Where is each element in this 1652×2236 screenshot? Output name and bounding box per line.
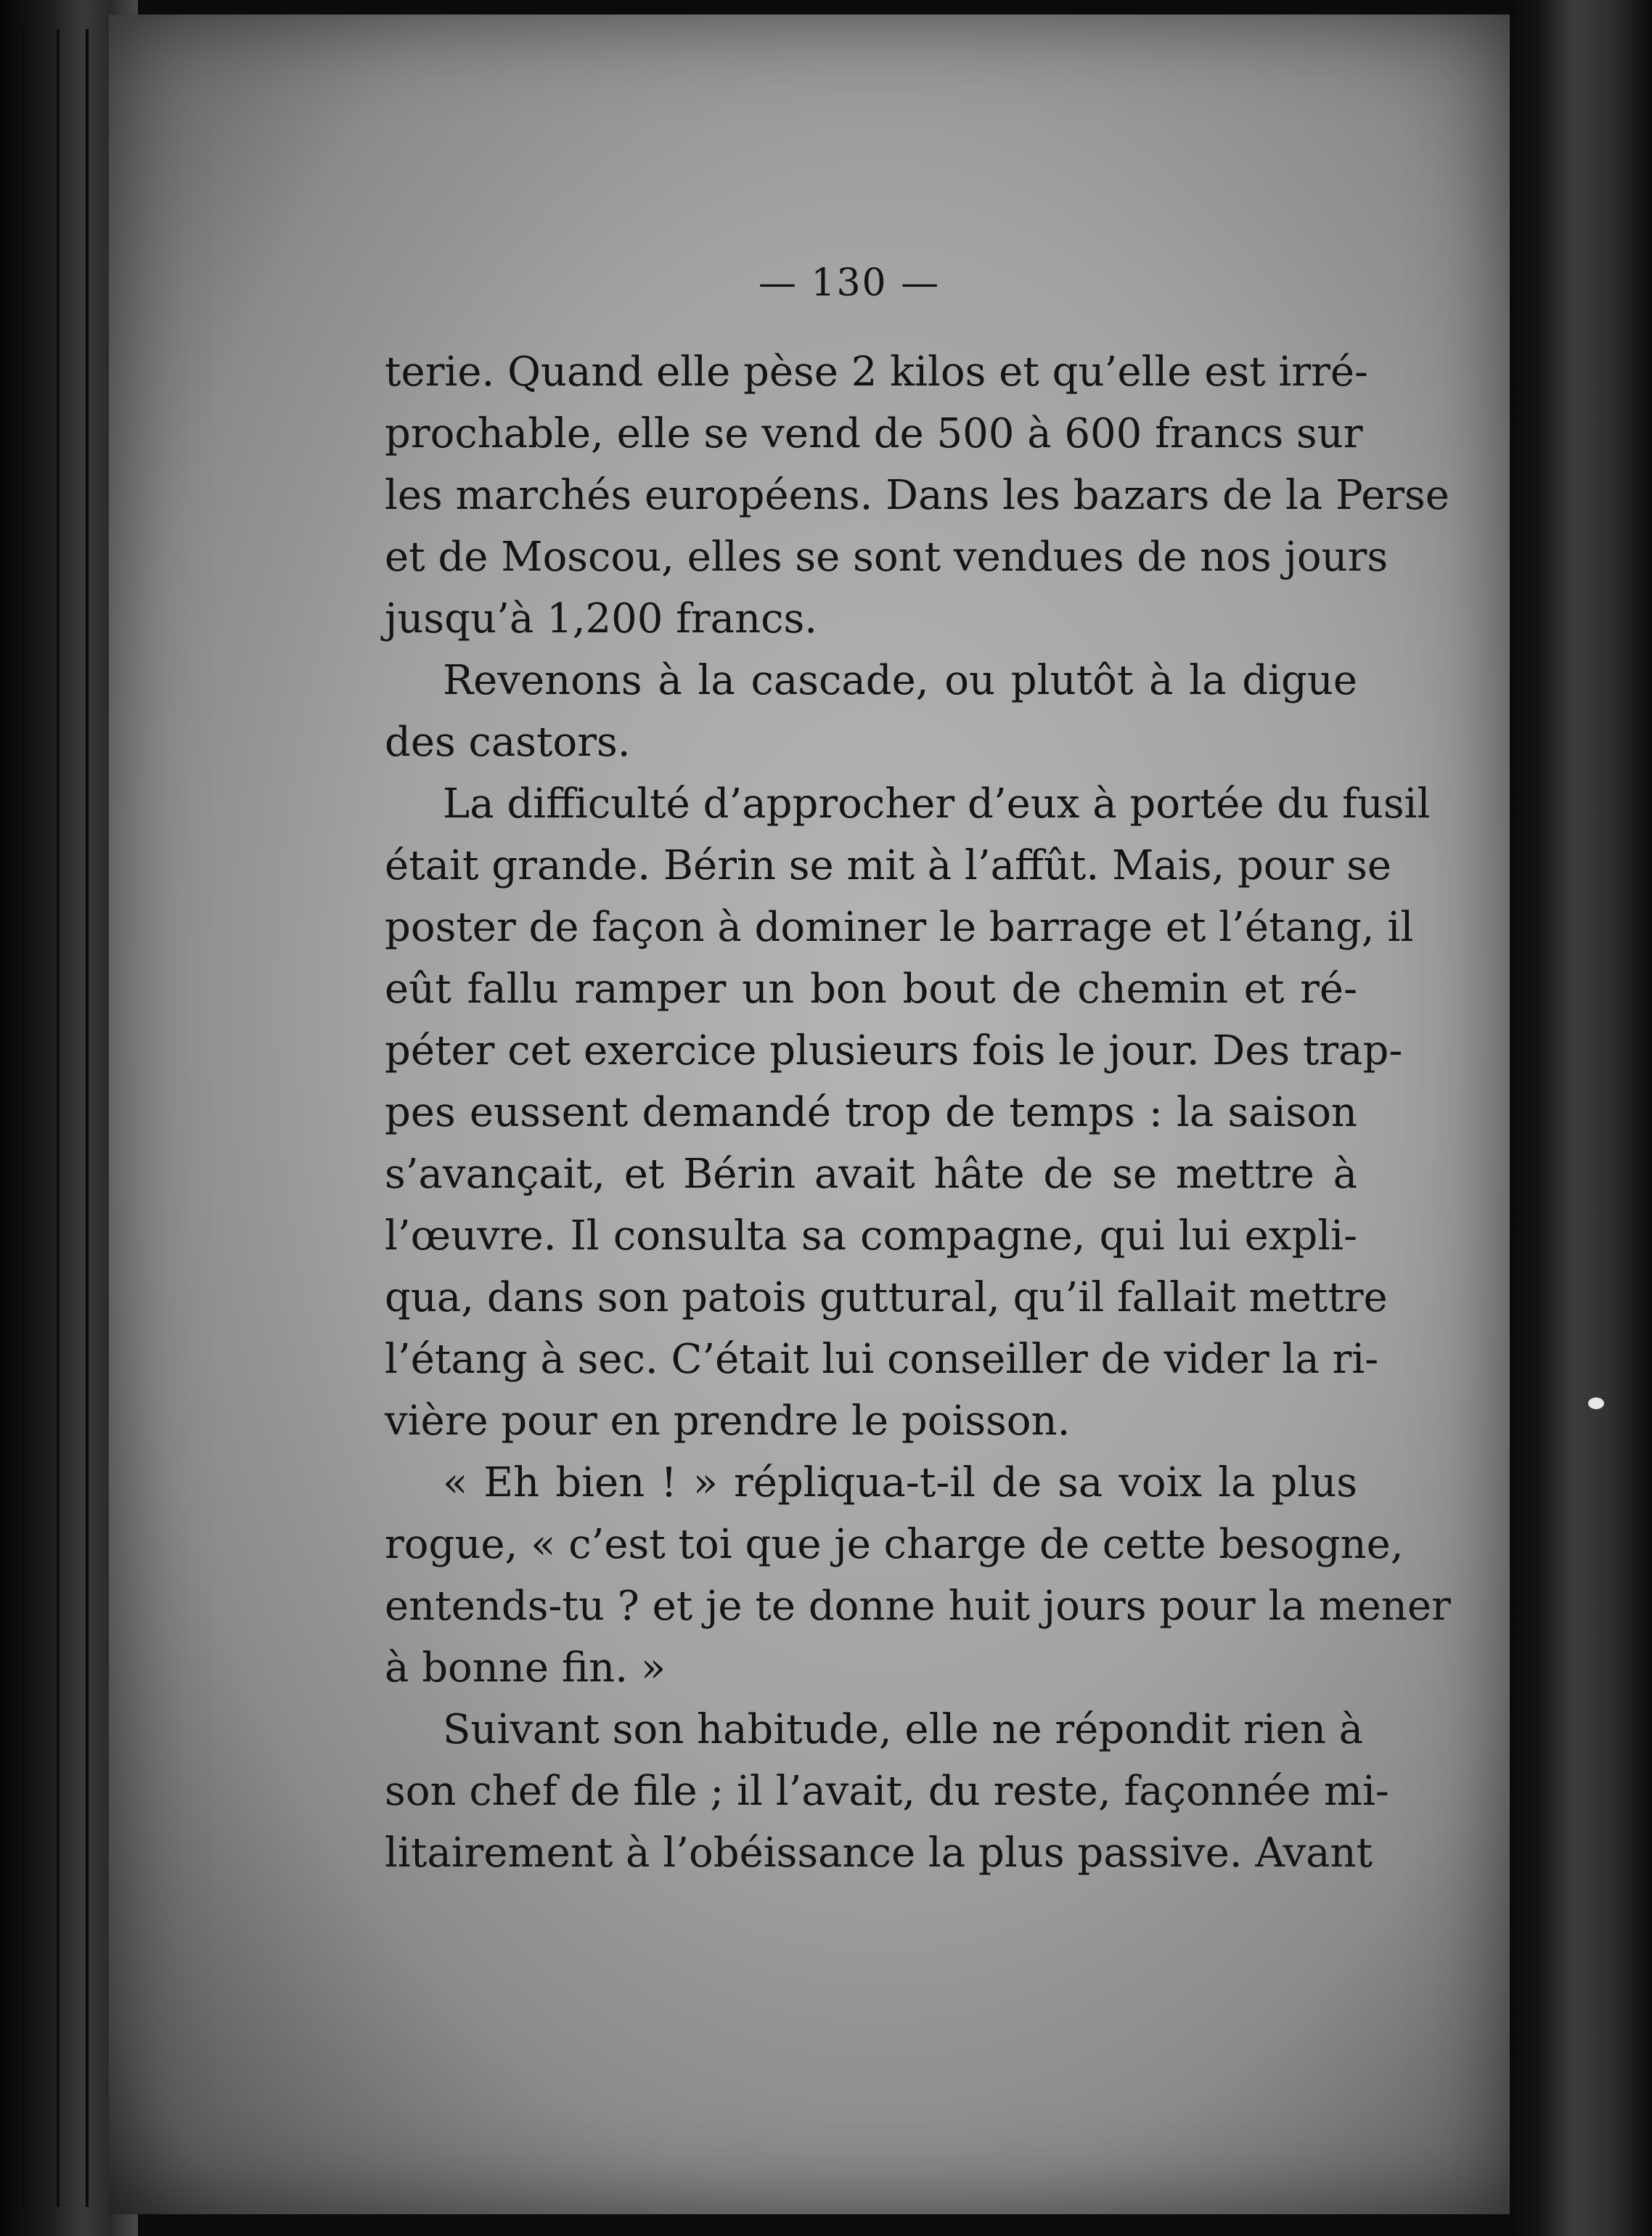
text-line: qua, dans son patois guttural, qu’il fallait mettre — [385, 1274, 1388, 1321]
text-line: terie. Quand elle pèse 2 kilos et qu’elle est irré- — [385, 348, 1368, 396]
text-line: l’œuvre. Il consulta sa compagne, qui lui expli- — [385, 1212, 1357, 1260]
text-line: son chef de file ; il l’avait, du reste, façonnée mi- — [385, 1768, 1389, 1815]
text-line: prochable, elle se vend de 500 à 600 francs sur — [385, 410, 1363, 457]
gutter-edge-line — [22, 29, 25, 2207]
text-line: « Eh bien ! » répliqua-t-il de sa voix la plus — [443, 1459, 1357, 1506]
gutter-edge-line — [86, 29, 89, 2207]
text-line: eût fallu ramper un bon bout de chemin et ré- — [385, 966, 1357, 1013]
text-line: rogue, « c’est toi que je charge de cette besogne, — [385, 1521, 1404, 1568]
text-line: La difficulté d’approcher d’eux à portée du fusil — [443, 780, 1431, 828]
text-line: et de Moscou, elles se sont vendues de nos jours — [385, 534, 1389, 581]
text-line: vière pour en prendre le poisson. — [385, 1398, 1071, 1445]
page-number: — 130 — — [758, 261, 941, 305]
text-line: des castors. — [385, 719, 631, 766]
gutter-edge-line — [57, 29, 60, 2207]
text-line: péter cet exercice plusieurs fois le jour. Des trap- — [385, 1027, 1403, 1074]
next-page-edge — [1510, 0, 1652, 2236]
text-line: les marchés européens. Dans les bazars de la Perse — [385, 472, 1449, 519]
text-line: s’avançait, et Bérin avait hâte de se mettre à — [385, 1151, 1357, 1198]
text-line: litairement à l’obéissance la plus passive. Avant — [385, 1829, 1373, 1877]
text-line: Revenons à la cascade, ou plutôt à la digue — [443, 657, 1357, 704]
dust-speck — [1588, 1398, 1604, 1409]
page-text — [385, 341, 1451, 1884]
text-line: Suivant son habitude, elle ne répondit rien à — [443, 1706, 1364, 1753]
text-line: entends-tu ? et je te donne huit jours pour la mener — [385, 1583, 1451, 1630]
text-line: pes eussent demandé trop de temps : la saison — [385, 1089, 1357, 1136]
text-line: jusqu’à 1,200 francs. — [385, 595, 818, 642]
text-line: était grande. Bérin se mit à l’affût. Mais, pour se — [385, 842, 1392, 889]
text-line: poster de façon à dominer le barrage et l’étang, il — [385, 904, 1414, 951]
text-line: l’étang à sec. C’était lui conseiller de vider la ri- — [385, 1336, 1379, 1383]
text-line: à bonne fin. » — [385, 1644, 666, 1692]
